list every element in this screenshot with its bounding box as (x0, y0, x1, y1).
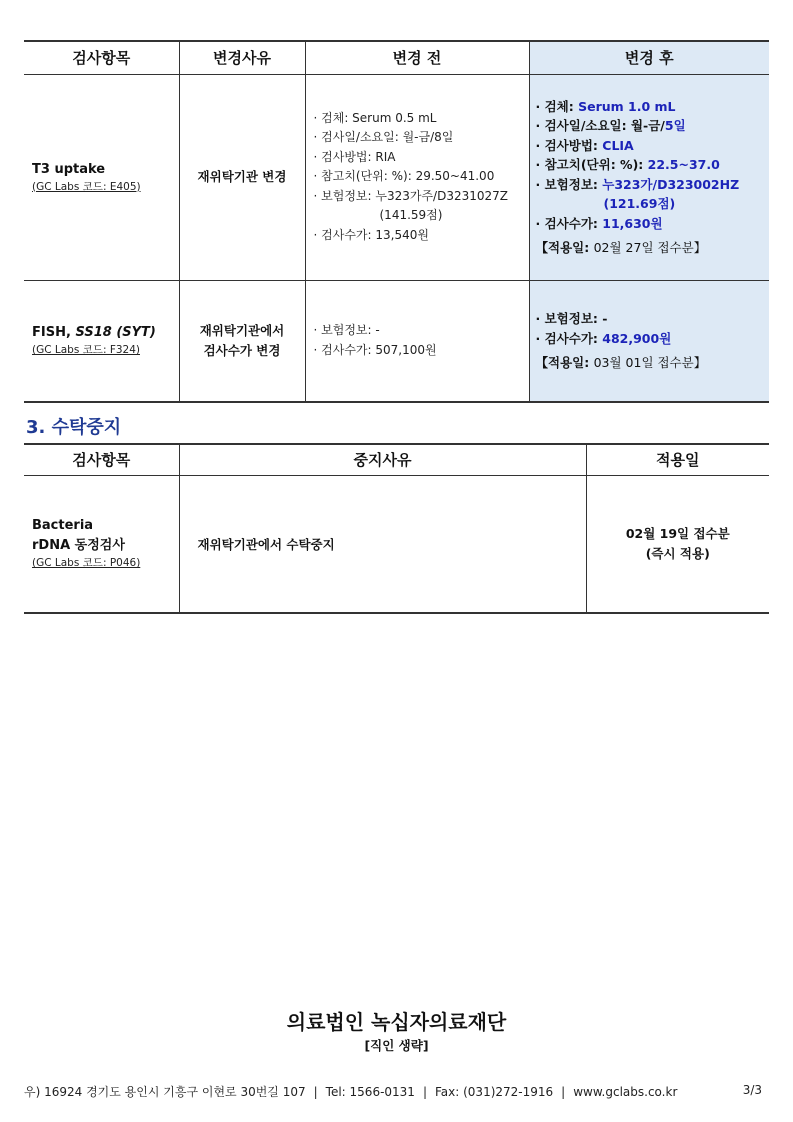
change-table (24, 40, 769, 403)
header-reason: 중지사유 (179, 444, 586, 475)
footer-contact: 우) 16924 경기도 용인시 기흥구 이현로 30번길 107 | Tel: 1566-0131 | Fax: (031)272-1916 | www.gclabs.co.kr (24, 1085, 678, 1099)
item-cell (24, 280, 179, 402)
after-value: 11,630원 (602, 215, 663, 231)
after-value: 5일 (664, 118, 686, 133)
header-after: 변경 후 (529, 41, 769, 74)
item-cell (24, 74, 179, 280)
item-name: T3 uptake (32, 161, 106, 177)
after-cell (529, 74, 769, 280)
after-label: · 검체: (535, 98, 579, 114)
before-line: · 보험정보: 누323가주/D3231027Z (313, 188, 508, 203)
before-line: · 검사수가: 507,100원 (313, 342, 437, 357)
suspension-table (24, 443, 769, 614)
reason-cell: 재위탁기관에서 검사수가 변경 (179, 280, 305, 402)
page-number: 3/3 (742, 1083, 762, 1097)
footer-website[interactable]: www.gclabs.co.kr (573, 1085, 678, 1099)
after-value: CLIA (602, 137, 634, 153)
before-line: · 검체: Serum 0.5 mL (313, 110, 437, 125)
after-value: 누323가/D323002HZ (602, 176, 740, 192)
header-item: 검사항목 (24, 444, 179, 475)
after-label: · 검사수가: (535, 330, 603, 346)
apply-date: 【적용일: 02월 27일 접수분】 (535, 240, 707, 255)
before-cell (305, 74, 529, 280)
section-title: 3. 수탁중지 (26, 417, 122, 438)
change-table-header (24, 41, 769, 74)
after-value: Serum 1.0 mL (578, 98, 676, 114)
before-line: · 보험정보: - (313, 323, 380, 338)
item-code: (GC Labs 코드: P046) (32, 557, 141, 570)
organization-name: 의료법인 녹십자의료재단 (286, 1010, 507, 1034)
after-cell (529, 280, 769, 402)
reason-cell: 재위탁기관 변경 (179, 74, 305, 280)
after-value: 월-금/ (630, 118, 665, 133)
table-row (24, 74, 769, 280)
before-line: · 참고치(단위: %): 29.50~41.00 (313, 169, 495, 184)
header-apply-date: 적용일 (586, 444, 769, 475)
header-before: 변경 전 (305, 41, 529, 74)
after-value: 22.5~37.0 (647, 157, 720, 172)
item-name: FISH, SS18 (SYT) (32, 325, 156, 341)
footer-fax: Fax: (031)272-1916 (435, 1085, 554, 1099)
after-label: · 검사일/소요일: (535, 118, 631, 133)
footer-address: 우) 16924 경기도 용인시 기흥구 이현로 30번길 107 (24, 1085, 306, 1099)
footer-tel: Tel: 1566-0131 (325, 1085, 415, 1099)
after-value: (121.69점) (603, 196, 676, 211)
apply-date: 【적용일: 03월 01일 접수분】 (535, 355, 707, 370)
suspension-table-header (24, 444, 769, 475)
after-label: · 보험정보: - (535, 311, 608, 326)
before-line: · 검사방법: RIA (313, 149, 396, 164)
before-line: · 검사일/소요일: 월-금/8일 (313, 130, 454, 145)
after-label: · 검사수가: (535, 215, 603, 231)
seal-omitted: [직인 생략] (364, 1038, 429, 1053)
item-code: (GC Labs 코드: F324) (32, 344, 140, 357)
after-label: · 보험정보: (535, 176, 603, 192)
table-row (24, 280, 769, 402)
header-reason: 변경사유 (179, 41, 305, 74)
header-item: 검사항목 (24, 41, 179, 74)
apply-cell: 02월 19일 접수분 (즉시 적용) (586, 475, 769, 613)
reason-cell: 재위탁기관에서 수탁중지 (179, 475, 586, 613)
after-label: · 참고치(단위: %): (535, 157, 648, 172)
before-line: · 검사수가: 13,540원 (313, 227, 429, 242)
before-cell (305, 280, 529, 402)
table-row (24, 475, 769, 613)
item-cell: Bacteria rDNA 동정검사 (GC Labs 코드: P046) (24, 475, 179, 613)
before-line: (141.59점) (379, 208, 443, 223)
after-value: 482,900원 (602, 330, 672, 346)
after-label: · 검사방법: (535, 137, 603, 153)
item-code: (GC Labs 코드: E405) (32, 180, 141, 193)
